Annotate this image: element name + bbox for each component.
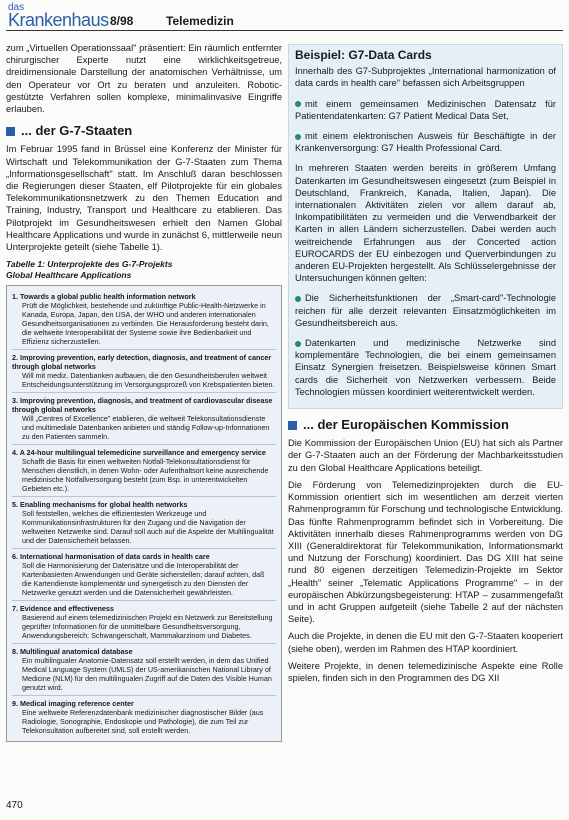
page-header (6, 2, 563, 32)
eu-heading (288, 419, 563, 431)
table-row (12, 644, 276, 696)
example-box-bullet-1: mit einem gemeinsamen Medizinischen Datensatz für Patientendatenkarten: G7 Patient Medical Data Set, (295, 98, 556, 121)
table-row-title: 5. Enabling mechanisms for global health networks (12, 500, 188, 510)
table-row-title: 7. Evidence and effectiveness (12, 604, 114, 614)
eu-paragraph-3: Auch die Projekte, in denen die EU mit den G-7-Staaten kooperiert (siehe oben), werden im Rahmen des HTAP koordiniert. (288, 631, 563, 654)
g7-heading (6, 125, 282, 137)
table-row (12, 445, 276, 497)
table-row (12, 549, 276, 601)
issue-number: 8/98 (110, 14, 134, 28)
table-row-description: Basierend auf einem telemedizinischen Projekt ein Netzwerk zur Bereitstellung geprüfter Informationen für die unmittelbare Gesundheitsversorgung, Anwendungsbereich: Schwangerschaft, Mammakarzinom und Diabetes. (22, 613, 273, 641)
table-row-description: Will „Centres of Excellence" etablieren, die weltweit Telekonsultationsdienste und multimediale Datenbanken anbieten und ständig Follow-up-Informationen zu den Patienten sammeln. (22, 414, 270, 442)
table-caption-line2: Global Healthcare Applications (6, 270, 132, 281)
bullet-icon (295, 134, 301, 140)
table-row (12, 289, 276, 350)
table-row (12, 497, 276, 549)
table-row-description: Eine weltweite Referenzdatenbank medizinischer diagnostischer Bilder (aus Radiologie, Sonographie, Endoskopie und Pathologie), die zum Teil zur Telekonsultation aufbereitet sind, soll erstellt werden. (22, 708, 264, 736)
table-row-description: Schafft die Basis für einen weltweiten Notfall-Telekonsultationsdienst für Menschen dienstlich, in denen Wohn- oder Aufenthaltsort keine ausreichende medizinische Notfallversorgung besteht (zum Bsp. in unterentwickelten Gebieten etc.). (22, 457, 269, 494)
table-row (12, 350, 276, 393)
logo-small: das (8, 2, 25, 13)
table-row-title: 1. Towards a global public health information network (12, 292, 196, 302)
eu-heading-text: ... der Europäischen Kommission (303, 417, 509, 433)
eu-paragraph-2: Die Förderung von Telemedizinprojekten durch die EU-Kommission orientiert sich im wesentlichen am derzeit vierten Rahmenprogramm für Forschung und technologische Entwicklung. Das fünfte Rahmenprogramm befindet sich in Vorbereitung. Die Aktivitäten innerhalb dieses Rahmenprogramms werden von DG XIII (Generaldirektorat für Telekommunikation, Informationsmarkt und Nutzung der Forschung) koordiniert. Das DG XIII hat seine rund 80 eigenen derzeitigen Telemedizin-Projekte im Sektor „Health" seiner „Telematic Applications Programme" – in der europäischen Abkürzungsbegeisterung: HTAP – zusammengefaßt und in acht Gruppen aufgeteilt (siehe Tabelle 2 auf der nächsten Seite). (288, 479, 563, 625)
g7-heading-text: ... der G-7-Staaten (21, 123, 133, 139)
table-row-description: Will mit mediz. Datenbanken aufbauen, die den Gesundheitsberufen weltweit Entscheidungsunterstützung im Versorgungsprozeß von Krebspatienten bieten. (22, 371, 275, 390)
bullet-icon (295, 101, 301, 107)
table-row (12, 696, 276, 738)
table-row-title: 6. International harmonisation of data cards in health care (12, 552, 210, 562)
table-row (12, 393, 276, 445)
subprojects-table (6, 285, 282, 742)
table-row-title: 8. Multilingual anatomical database (12, 647, 133, 657)
table-row-description: Soll feststellen, welches die effizientesten Werkzeuge und Kommunikationsinfrastrukturen für den Zugang und die Navigation der weltweiten Netzwerke sind. Darauf soll auch auf die Aspekte der Multilingualität und der Datensicherheit befassen. (22, 509, 274, 546)
heading-square-icon (6, 127, 15, 136)
example-box-intro: Innerhalb des G7-Subprojektes „International harmonization of data cards in health care" befassen sich Arbeitsgruppen (295, 66, 556, 89)
table-row (12, 601, 276, 644)
logo-journal: Krankenhaus (8, 10, 109, 30)
example-box-title: Beispiel: G7-Data Cards (295, 48, 432, 62)
table-caption (6, 259, 282, 281)
bullet-icon (295, 296, 301, 302)
table-row-title: 3. Improving prevention, diagnosis, and treatment of cardiovascular disease through global networks (12, 396, 273, 415)
header-rule (6, 30, 563, 31)
eu-paragraph-1: Die Kommission der Europäischen Union (EU) hat sich als Partner der G-7-Staaten auch an der Förderung der Machbarkeitsstudien zu den Global Healthcare Applications beteiligt. (288, 438, 563, 473)
g7-paragraph: Im Februar 1995 fand in Brüssel eine Konferenz der Minister für Wirtschaft und Telekommunikation der G-7-Staaten zum Thema „Informationsgesellschaft" statt. Im Anschluß daran beschlossen die Regierungen dieser Staaten, elf Pilotprojekte für ein globales Telekommunikationsnetzwerk zu den Themen Education and Training, Industry, Transport und Healthcare zu etablieren. Das Pilotprojekt im Gesundheitswesen erhielt den Namen Global Healthcare Applications und wurde in zunächst 6, mittlerweile neun Unterprojekte geteilt (siehe Tabelle 1). (6, 144, 282, 253)
example-box-bullet-2: mit einem elektronischen Ausweis für Beschäftigte in der Krankenversorgung: G7 Health Professional Card. (295, 131, 556, 154)
example-box-bullet-3: Die Sicherheitsfunktionen der „Smart-card"-Technologie reichen für alle derzeit relevanten Einsatzmöglichkeiten im Gesundheitsbereich aus. (295, 293, 556, 328)
example-box-paragraph: In mehreren Staaten werden bereits in größerem Umfang Datenkarten im Gesundheitswesen eingesetzt (zum Beispiel in Deutschland, Frankreich, Kanada, Italien, Japan). Die internationalen Aktivitäten zielen vor allem darauf ab, Inkompatibilitäten zu vermeiden und die Verwendbarkeit der Karten in allen Ländern sicherzustellen. Dabei werden auch weitreichende Erfahrungen aus der Concerted action EUROCARDS der EU einbezogen und Querverbindungen zu anderen EU-Projekten hergestellt. Als Schlüsselergebnisse der Untersuchungen können gelten: (295, 163, 556, 284)
left-column (6, 42, 282, 742)
eu-paragraph-4: Weitere Projekte, in denen telemedizinische Aspekte eine Rolle spielen, finden sich in den Programmen des DG XII (288, 660, 563, 683)
table-row-description: Prüft die Möglichkeit, bestehende und zukünftige Public-Health-Netzwerke in Kanada, Europa, Japan, den USA, der WHO und anderen internationalen Gesundheitsorganisationen zu verbinden. Die Herausforderung besteht darin, die weltweite Interoperabilität der Systeme sowie ihre Bedienbarkeit und Effizienz sicherzustellen. (22, 301, 269, 347)
heading-square-icon (288, 421, 297, 430)
intro-paragraph: zum „Virtuellen Operationssaal" präsentiert: Ein räumlich entfernter chirurgischer Experte nutzt eine wirklichkeitsgetreue, dreidimensionale Darstellung der anatomischen Verhältnisse, um den Operateur vor Ort zu beraten und anzuleiten. Robotic-gestützte Verfahren sollen komplexe, minimalinvasive Eingriffe erlauben. (6, 43, 282, 115)
table-row-title: 9. Medical imaging reference center (12, 699, 134, 709)
table-row-title: 4. A 24-hour multilingual telemedicine surveillance and emergency service (12, 448, 266, 458)
table-row-description: Soll die Harmonisierung der Datensätze und die Interoperabilität der Kartenbasierten Anwendungen und Geräte sicherstellen; darauf achten, daß die Kartendienste komplementär und synergetisch zu den Diensten der Netzwerke genutzt werden und die Datensicherheit gewährleisten. (22, 561, 265, 598)
table-row-title: 2. Improving prevention, early detection, diagnosis, and treatment of cancer through global networks (12, 353, 272, 372)
example-box-bullet-4: Datenkarten und medizinische Netzwerke sind komplementäre Technologien, die bei einem gemeinsamen Einsatz Synergien freisetzen. Beispielsweise können Smart cards die Sicherheit von Netzwerken verbessern. Beide Technologien müssen koordiniert weiterentwickelt werden. (295, 338, 556, 397)
page-number: 470 (6, 800, 23, 811)
section-title: Telemedizin (166, 14, 234, 28)
example-box (288, 44, 563, 409)
table-caption-line1: Tabelle 1: Unterprojekte des G-7-Projekts (6, 259, 173, 270)
table-row-description: Ein multilingualer Anatomie-Datensatz soll erstellt werden, in dem das Unified Medical Language System (UMLS) der US-amerikanischen National Library of Medicine (NLM) für den multilingualen Zugriff auf die Daten des Visible Human genutzt wird. (22, 656, 272, 693)
right-column (288, 44, 563, 689)
bullet-icon (295, 341, 301, 347)
